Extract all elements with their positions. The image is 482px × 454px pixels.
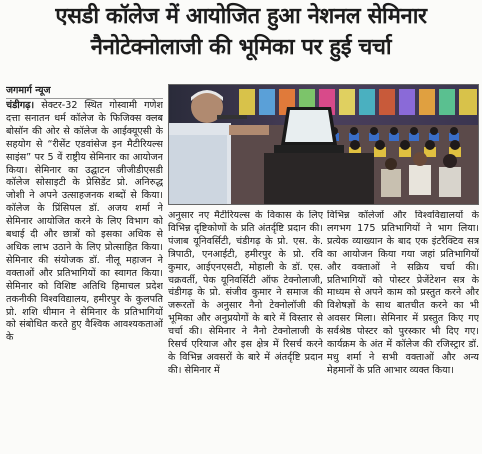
headline-line-1: एसडी कॉलेज में आयोजित हुआ नेशनल सेमिनार: [55, 4, 427, 29]
seminar-photo: [168, 84, 479, 205]
byline: जगमार्ग न्यूज: [6, 84, 163, 99]
headline-line-2: नैनोटेक्नोलाजी की भूमिका पर हुई चर्चा: [90, 35, 392, 60]
column-1-text: सेक्टर-32 स्थित गोस्वामी गणेश दत्ता सनातन धर्म कॉलेज के फिजिक्स क्लब बोसॉन की ओर से कॉलेज के आईक्यूएसी के सहयोग से “रीसेंट एडवांसेज इन मैटीरियल्स साइंस” पर 5 वें राष्ट्रीय सेमिनार का आयोजन किया। सेमिनार का उद्घाटन जीजीडीएसडी कॉलेज सोसाइटी के प्रेसिडेंट प्रो. अनिरुद्ध जोशी ने अपने उत्साहजनक शब्दों से किया। कॉलेज के प्रिंसिपल डॉ. अजय शर्मा ने सेमिनार आयोजित करने के लिए विभाग को बधाई दी और छात्रों को इसका अधिक से अधिक लाभ उठाने के लिए प्रोत्साहित किया। सेमिनार की संयोजक डॉ. नीलू महाजन ने वक्ताओं और प्रतिभागियों का स्वागत किया। सेमिनार को विशिष्ट अतिथि हिमाचल प्रदेश तकनीकी विश्वविद्यालय, हमीरपुर के कुलपति प्रो. शशि धीमान ने सेमिनार के प्रतिभागियों को संबोधित करते हुए वैश्विक आवश्यकताओं के: [6, 100, 163, 344]
article-column-2: [168, 210, 323, 454]
seminar-speaker-photo-icon: [169, 85, 479, 205]
dateline: चंडीगढ़।: [6, 100, 35, 111]
article-column-3: [327, 210, 479, 454]
article-column-1: [6, 84, 163, 454]
column-2-text: अनुसार नए मैटीरियल्स के विकास के लिए विभिन्न दृष्टिकोणों के प्रति अंतर्दृष्टि प्रदान की। पंजाब यूनिवर्सिटी, चंडीगढ़ के प्रो. एस. के. त्रिपाठी, एनआईटी, हमीरपुर के प्रो. रवि कुमार, आईएनएसटी, मोहाली के डॉ. एस. चक्रवर्ती, पेक यूनिवर्सिटी ऑफ टेक्नोलाजी, चंडीगढ़ के प्रो. संजीव कुमार ने समाज की जरूरतों के अनुसार नैनो टेक्नोलॉजी की भूमिका और अनुप्रयोगों के बारे में विस्तार से चर्चा की। सेमिनार ने नैनो टेक्नोलाजी के रिसर्च एरियाज और इस क्षेत्र में रिसर्च करने के विभिन्न अवसरों के बारे में अंतर्दृष्टि प्रदान की। सेमिनार में: [168, 210, 323, 376]
column-1-paragraph: [6, 100, 163, 345]
column-3-text: विभिन्न कॉलेजों और विश्वविद्यालयों के लगभग 175 प्रतिभागियों ने भाग लिया। प्रत्येक व्याख्यान के बाद एक इंटरैक्टिव सत्र का आयोजन किया गया जहां प्रतिभागियों और वक्ताओं ने सक्रिय चर्चा की। प्रतिभागियों को पोस्टर प्रेजेंटेशन सत्र के माध्यम से अपने काम को प्रस्तुत करने और विशेषज्ञों के साथ बातचीत करने का भी अवसर मिला। सेमिनार में प्रस्तुत किए गए सर्वश्रेष्ठ पोस्टर को पुरस्कार भी दिए गए। कार्यक्रम के अंत में कॉलेज की रजिस्ट्रार डॉ. मधु शर्मा ने सभी वक्ताओं और अन्य मेहमानों के प्रति आभार व्यक्त किया।: [327, 210, 479, 376]
